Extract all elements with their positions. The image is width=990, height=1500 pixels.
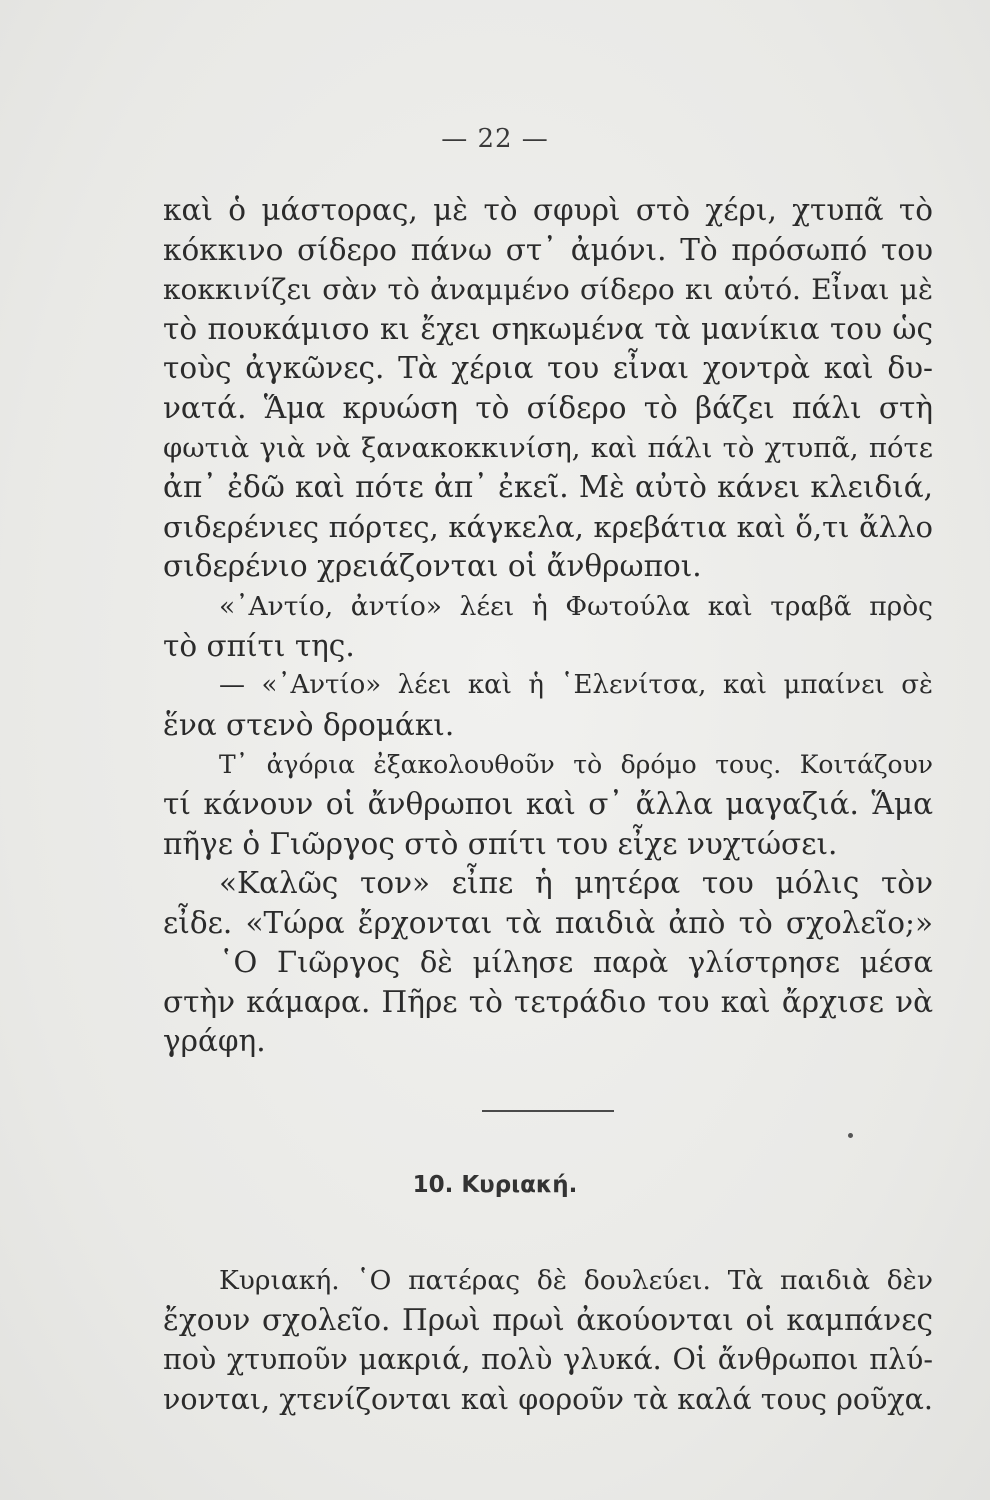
print-speck xyxy=(848,1133,853,1138)
text-line: τοὺς ἀγκῶνες. Τὰ χέρια του εἶναι χοντρὰ καὶ δυ- xyxy=(163,351,933,386)
text-line: Τ᾿ ἀγόρια ἐξακολουθοῦν τὸ δρόμο τους. Κοιτάζουν xyxy=(219,750,933,780)
main-text xyxy=(163,191,933,1062)
text-line: τὸ σπίτι της. xyxy=(163,628,355,663)
text-line: πῆγε ὁ Γιῶργος στὸ σπίτι του εἶχε νυχτώσει. xyxy=(163,826,838,861)
text-line: — «᾿Αντίο» λέει καὶ ἡ ῾Ελενίτσα, καὶ μπαίνει σὲ xyxy=(219,670,933,701)
section-divider xyxy=(482,1110,614,1112)
text-line: νατά. Ἅμα κρυώση τὸ σίδερο τὸ βάζει πάλι στὴ xyxy=(163,390,933,425)
text-line: γράφη. xyxy=(163,1024,266,1059)
text-line: σιδερένιο χρειάζονται οἱ ἄνθρωποι. xyxy=(163,549,702,584)
text-line: ἔχουν σχολεῖο. Πρωὶ πρωὶ ἀκούονται οἱ καμπάνες xyxy=(163,1302,933,1337)
text-line: ποὺ χτυποῦν μακριά, πολὺ γλυκά. Οἱ ἄνθρωποι πλύ- xyxy=(163,1343,933,1377)
text-line: ῾Ο Γιῶργος δὲ μίλησε παρὰ γλίστρησε μέσα xyxy=(219,945,933,980)
text-line: καὶ ὁ μάστορας, μὲ τὸ σφυρὶ στὸ χέρι, χτυπᾶ τὸ xyxy=(163,193,933,227)
text-line: νονται, χτενίζονται καὶ φοροῦν τὰ καλά τους ροῦχα. xyxy=(163,1382,933,1416)
text-line: εἶδε. «Τώρα ἔρχονται τὰ παιδιὰ ἀπὸ τὸ σχολεῖο;» xyxy=(163,905,933,940)
text-line: Κυριακή. ῾Ο πατέρας δὲ δουλεύει. Τὰ παιδιὰ δὲν xyxy=(219,1265,933,1296)
section-title: 10. Κυριακή. xyxy=(412,1172,578,1198)
text-line: τὸ πουκάμισο κι ἔχει σηκωμένα τὰ μανίκια του ὡς xyxy=(163,311,933,346)
text-line: στὴν κάμαρα. Πῆρε τὸ τετράδιο του καὶ ἄρχισε νὰ xyxy=(163,984,933,1019)
text-line: τί κάνουν οἱ ἄνθρωποι καὶ σ᾿ ἄλλα μαγαζιά. Ἅμα xyxy=(163,786,933,821)
page-number: — 22 — xyxy=(441,124,549,154)
text-line: κόκκινο σίδερο πάνω στ᾿ ἀμόνι. Τὸ πρόσωπό του xyxy=(163,232,933,267)
section-text xyxy=(163,1261,933,1419)
text-line: φωτιὰ γιὰ νὰ ξανακοκκινίση, καὶ πάλι τὸ χτυπᾶ, πότε xyxy=(163,431,933,464)
text-line: σιδερένιες πόρτες, κάγκελα, κρεβάτια καὶ ὅ,τι ἄλλο xyxy=(163,509,933,544)
text-line: κοκκινίζει σὰν τὸ ἀναμμένο σίδερο κι αὐτό. Εἶναι μὲ xyxy=(163,273,933,307)
text-line: «Καλῶς τον» εἶπε ἡ μητέρα του μόλις τὸν xyxy=(219,866,933,901)
text-line: ἀπ᾿ ἐδῶ καὶ πότε ἀπ᾿ ἐκεῖ. Μὲ αὐτὸ κάνει κλειδιά, xyxy=(163,470,933,505)
text-line: ἕνα στενὸ δρομάκι. xyxy=(163,707,455,742)
text-line: «᾿Αντίο, ἀντίο» λέει ἡ Φωτούλα καὶ τραβᾶ πρὸς xyxy=(219,590,933,622)
